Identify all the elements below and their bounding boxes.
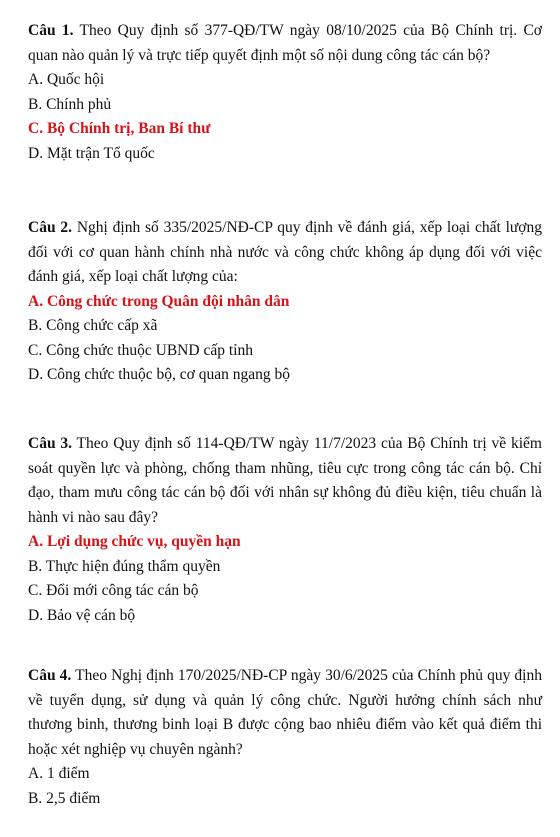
question-2-option-d: D. Công chức thuộc bộ, cơ quan ngang bộ (28, 366, 290, 383)
question-3-option-d: D. Bảo vệ cán bộ (28, 606, 136, 624)
question-3-option-b: B. Thực hiện đúng thẩm quyền (28, 557, 221, 575)
question-3-option-c: C. Đổi mới công tác cán bộ (28, 582, 199, 599)
question-1-option-d: D. Mặt trận Tổ quốc (28, 144, 155, 162)
question-3-body: Theo Quy định số 114-QĐ/TW ngày 11/7/2023 của Bộ Chính trị về kiểm soát quyền lực và phòng, chống tham nhũng, tiêu cực trong công tác cán bộ. Chỉ đạo, tham mưu công tác cán bộ đối với nhân sự không đủ điều kiện, tiêu chuẩn là hành vi nào sau đây? (28, 435, 542, 526)
question-2 (28, 216, 542, 388)
question-2-option-a: A. Công chức trong Quân đội nhân dân (28, 292, 290, 310)
question-4-text (28, 664, 542, 762)
question-4-option-a: A. 1 điểm (28, 765, 90, 782)
question-3-label: Câu 3. (28, 435, 73, 452)
question-1-text (28, 19, 542, 68)
question-1-body: Theo Quy định số 377-QĐ/TW ngày 08/10/2025 của Bộ Chính trị. Cơ quan nào quản lý và trực tiếp quyết định một số nội dung công tác cán bộ? (28, 22, 542, 64)
question-4-label: Câu 4. (28, 667, 72, 684)
question-1-label: Câu 1. (28, 22, 74, 39)
question-2-body: Nghị định số 335/2025/NĐ-CP quy định về đánh giá, xếp loại chất lượng đối với cơ quan hành chính nhà nước và công chức không áp dụng đối với việc đánh giá, xếp loại chất lượng của: (28, 219, 542, 285)
question-4 (28, 664, 542, 811)
question-1-option-c: C. Bộ Chính trị, Ban Bí thư (28, 120, 211, 137)
question-1-options (28, 68, 542, 166)
question-4-options (28, 762, 542, 811)
question-4-body: Theo Nghị định 170/2025/NĐ-CP ngày 30/6/2025 của Chính phủ quy định về tuyển dụng, sử dụng và quản lý công chức. Người hưởng chính sách như thương binh, thương binh loại B được cộng bao nhiêu điểm vào kết quả điểm thi hoặc xét nghiệp vụ chuyên ngành? (28, 667, 542, 758)
question-2-options (28, 290, 542, 388)
question-3-option-a: A. Lợi dụng chức vụ, quyền hạn (28, 533, 241, 550)
question-2-label: Câu 2. (28, 219, 73, 236)
question-1 (28, 19, 542, 166)
question-1-option-a: A. Quốc hội (28, 71, 105, 88)
question-2-option-c: C. Công chức thuộc UBND cấp tỉnh (28, 341, 253, 359)
question-2-text (28, 216, 542, 290)
question-4-option-b: B. 2,5 điểm (28, 789, 101, 807)
question-1-option-b: B. Chính phủ (28, 95, 112, 113)
question-3-options (28, 530, 542, 628)
question-3 (28, 432, 542, 628)
question-2-option-b: B. Công chức cấp xã (28, 317, 158, 334)
question-3-text (28, 432, 542, 530)
